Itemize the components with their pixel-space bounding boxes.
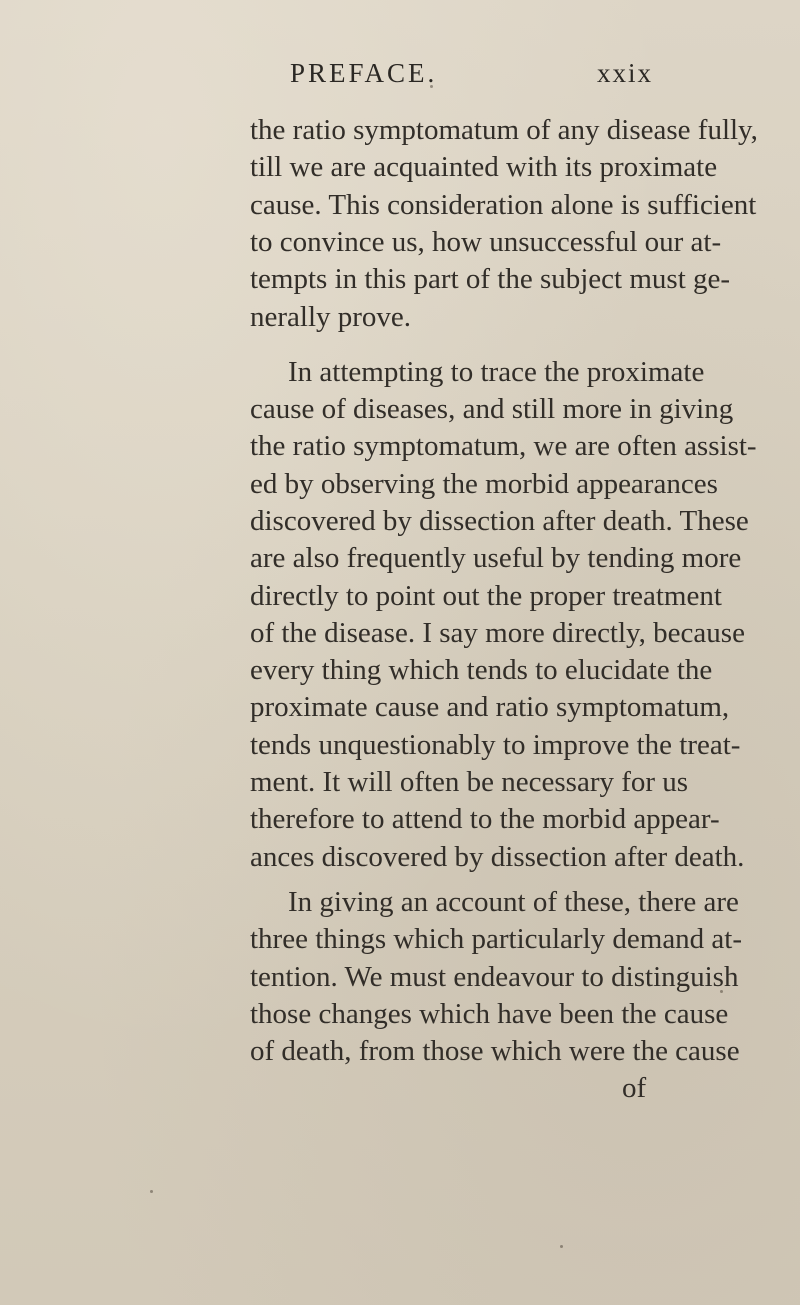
- text-line: therefore to attend to the morbid appear-: [250, 803, 720, 835]
- text-line: ed by observing the morbid appearances: [250, 468, 718, 500]
- text-line: In giving an account of these, there are: [288, 886, 739, 918]
- running-title: PREFACE.: [290, 58, 438, 88]
- text-line: ances discovered by dissection after death.: [250, 841, 745, 873]
- text-line: tends unquestionably to improve the treat-: [250, 729, 741, 761]
- paper-speck: [150, 1190, 153, 1193]
- text-line: those changes which have been the cause: [250, 998, 729, 1030]
- text-line: the ratio symptomatum, we are often assist-: [250, 430, 757, 462]
- text-line: discovered by dissection after death. These: [250, 505, 749, 537]
- text-line: ment. It will often be necessary for us: [250, 766, 689, 798]
- text-line: till we are acquainted with its proximate: [250, 151, 718, 183]
- text-line: cause of diseases, and still more in giving: [250, 393, 734, 425]
- text-line: proximate cause and ratio symptomatum,: [250, 691, 730, 723]
- page-number: xxix: [597, 58, 654, 88]
- text-line: directly to point out the proper treatment: [250, 580, 722, 612]
- text-line: the ratio symptomatum of any disease fully,: [250, 114, 758, 146]
- text-line: tention. We must endeavour to distinguish: [250, 961, 739, 993]
- paper-speck: [720, 990, 723, 993]
- text-line: of the disease. I say more directly, because: [250, 617, 745, 649]
- catchword: of: [622, 1072, 647, 1104]
- text-line: nerally prove.: [250, 301, 412, 333]
- text-line: are also frequently useful by tending more: [250, 542, 742, 574]
- text-line: cause. This consideration alone is sufficient: [250, 189, 757, 221]
- text-line: of death, from those which were the cause: [250, 1035, 740, 1067]
- paper-speck: [560, 1245, 563, 1248]
- paper-speck: [430, 85, 433, 88]
- text-line: every thing which tends to elucidate the: [250, 654, 713, 686]
- text-line: to convince us, how unsuccessful our at-: [250, 226, 722, 258]
- text-line: tempts in this part of the subject must ge-: [250, 263, 731, 295]
- text-line: three things which particularly demand at-: [250, 923, 743, 955]
- text-line: In attempting to trace the proximate: [288, 356, 705, 388]
